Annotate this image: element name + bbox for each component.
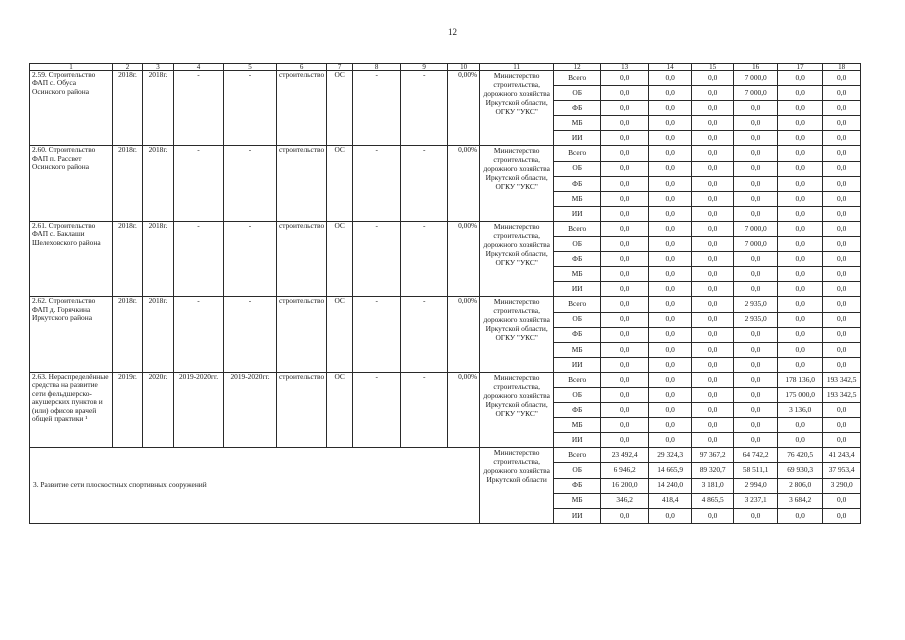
- ownership-cell: ОС: [327, 221, 353, 296]
- amount-cell: 0,0: [601, 357, 649, 372]
- amount-cell: 0,0: [692, 372, 734, 387]
- funding-source-cell: МБ: [554, 342, 601, 357]
- amount-cell: 0,0: [778, 267, 823, 282]
- amount-cell: 0,0: [649, 267, 692, 282]
- column-header: 7: [327, 64, 353, 71]
- column-header: 2: [113, 64, 143, 71]
- amount-cell: 0,0: [692, 146, 734, 161]
- amount-cell: 0,0: [692, 176, 734, 191]
- header-row: [30, 64, 861, 71]
- column-header: 5: [224, 64, 277, 71]
- amount-cell: 0,0: [734, 282, 778, 297]
- funding-source-cell: Всего: [554, 146, 601, 161]
- amount-cell: 0,0: [778, 221, 823, 236]
- amount-cell: 0,0: [692, 267, 734, 282]
- amount-cell: 0,0: [601, 176, 649, 191]
- amount-cell: 0,0: [649, 161, 692, 176]
- amount-cell: 0,0: [734, 327, 778, 342]
- amount-cell: 0,0: [778, 86, 823, 101]
- work-type-cell: строительство: [277, 372, 327, 447]
- column-header: 10: [448, 64, 480, 71]
- amount-cell: 2 935,0: [734, 312, 778, 327]
- amount-cell: 0,0: [601, 433, 649, 448]
- year-start-cell: 2018г.: [113, 221, 143, 296]
- table-row: [30, 372, 861, 387]
- amount-cell: 0,0: [601, 387, 649, 402]
- amount-cell: 0,0: [778, 418, 823, 433]
- funding-source-cell: Всего: [554, 372, 601, 387]
- amount-cell: 23 492,4: [601, 448, 649, 463]
- column-header: 13: [601, 64, 649, 71]
- amount-cell: 0,0: [692, 433, 734, 448]
- amount-cell: 0,0: [692, 252, 734, 267]
- amount-cell: 0,0: [823, 433, 861, 448]
- amount-cell: 0,0: [778, 206, 823, 221]
- amount-cell: 0,0: [649, 357, 692, 372]
- amount-cell: 2 994,0: [734, 478, 778, 493]
- year-start-cell: 2018г.: [113, 297, 143, 372]
- column-header: 8: [353, 64, 401, 71]
- amount-cell: 0,0: [601, 71, 649, 86]
- amount-cell: 0,0: [778, 342, 823, 357]
- amount-cell: 7 000,0: [734, 221, 778, 236]
- amount-cell: 0,0: [778, 312, 823, 327]
- work-type-cell: строительство: [277, 71, 327, 146]
- amount-cell: 6 946,2: [601, 463, 649, 478]
- funding-source-cell: Всего: [554, 448, 601, 463]
- dash-cell: -: [353, 221, 401, 296]
- dash-cell: -: [353, 297, 401, 372]
- amount-cell: 0,0: [692, 357, 734, 372]
- funding-source-cell: ОБ: [554, 237, 601, 252]
- amount-cell: 0,0: [601, 161, 649, 176]
- amount-cell: 0,0: [734, 206, 778, 221]
- amount-cell: 0,0: [601, 131, 649, 146]
- amount-cell: 0,0: [823, 206, 861, 221]
- amount-cell: 0,0: [692, 116, 734, 131]
- dash-cell: -: [401, 297, 448, 372]
- project-name-cell: 2.61. Строительство ФАП с. Баклаши Шелеховского района: [30, 221, 113, 296]
- period-cell: -: [224, 297, 277, 372]
- amount-cell: 0,0: [692, 508, 734, 523]
- amount-cell: 0,0: [778, 146, 823, 161]
- executor-cell: Министерство строительства, дорожного хозяйства Иркутской области, ОГКУ "УКС": [480, 71, 554, 146]
- period-cell: 2019-2020гг.: [224, 372, 277, 447]
- funding-source-cell: ОБ: [554, 387, 601, 402]
- funding-source-cell: ИИ: [554, 433, 601, 448]
- period-cell: -: [174, 297, 224, 372]
- amount-cell: 0,0: [734, 161, 778, 176]
- dash-cell: -: [401, 71, 448, 146]
- amount-cell: 0,0: [692, 327, 734, 342]
- executor-cell: Министерство строительства, дорожного хозяйства Иркутской области, ОГКУ "УКС": [480, 297, 554, 372]
- amount-cell: 4 865,5: [692, 493, 734, 508]
- ownership-cell: ОС: [327, 372, 353, 447]
- column-header: 4: [174, 64, 224, 71]
- amount-cell: 0,0: [649, 191, 692, 206]
- table-row: [30, 297, 861, 312]
- project-name-cell: 2.60. Строительство ФАП п. Рассвет Осинского района: [30, 146, 113, 221]
- amount-cell: 0,0: [692, 86, 734, 101]
- funding-source-cell: МБ: [554, 191, 601, 206]
- period-cell: 2019-2020гг.: [174, 372, 224, 447]
- readiness-cell: 0,00%: [448, 146, 480, 221]
- amount-cell: 0,0: [649, 176, 692, 191]
- amount-cell: 0,0: [692, 403, 734, 418]
- dash-cell: -: [401, 221, 448, 296]
- amount-cell: 0,0: [778, 101, 823, 116]
- amount-cell: 3 237,1: [734, 493, 778, 508]
- work-type-cell: строительство: [277, 146, 327, 221]
- year-start-cell: 2018г.: [113, 71, 143, 146]
- amount-cell: 0,0: [823, 221, 861, 236]
- amount-cell: 0,0: [734, 508, 778, 523]
- amount-cell: 0,0: [601, 237, 649, 252]
- amount-cell: 0,0: [649, 418, 692, 433]
- readiness-cell: 0,00%: [448, 71, 480, 146]
- funding-source-cell: Всего: [554, 71, 601, 86]
- column-header: 17: [778, 64, 823, 71]
- column-header: 11: [480, 64, 554, 71]
- amount-cell: 0,0: [823, 131, 861, 146]
- amount-cell: 346,2: [601, 493, 649, 508]
- dash-cell: -: [353, 372, 401, 447]
- amount-cell: 37 953,4: [823, 463, 861, 478]
- period-cell: -: [224, 221, 277, 296]
- amount-cell: 0,0: [734, 176, 778, 191]
- amount-cell: 0,0: [692, 312, 734, 327]
- amount-cell: 0,0: [778, 297, 823, 312]
- funding-source-cell: ИИ: [554, 508, 601, 523]
- amount-cell: 0,0: [823, 282, 861, 297]
- period-cell: -: [174, 146, 224, 221]
- amount-cell: 0,0: [601, 297, 649, 312]
- amount-cell: 0,0: [734, 101, 778, 116]
- amount-cell: 0,0: [649, 508, 692, 523]
- amount-cell: 0,0: [649, 327, 692, 342]
- amount-cell: 0,0: [823, 493, 861, 508]
- amount-cell: 0,0: [823, 101, 861, 116]
- amount-cell: 0,0: [778, 176, 823, 191]
- amount-cell: 0,0: [823, 418, 861, 433]
- amount-cell: 0,0: [692, 282, 734, 297]
- amount-cell: 0,0: [823, 342, 861, 357]
- ownership-cell: ОС: [327, 297, 353, 372]
- amount-cell: 69 930,3: [778, 463, 823, 478]
- executor-cell: Министерство строительства, дорожного хозяйства Иркутской области: [480, 448, 554, 523]
- amount-cell: 0,0: [649, 282, 692, 297]
- amount-cell: 175 000,0: [778, 387, 823, 402]
- amount-cell: 0,0: [649, 116, 692, 131]
- amount-cell: 7 000,0: [734, 71, 778, 86]
- amount-cell: 0,0: [649, 312, 692, 327]
- funding-source-cell: ИИ: [554, 282, 601, 297]
- period-cell: -: [224, 146, 277, 221]
- amount-cell: 14 240,0: [649, 478, 692, 493]
- funding-source-cell: ОБ: [554, 86, 601, 101]
- amount-cell: 0,0: [734, 357, 778, 372]
- year-end-cell: 2018г.: [143, 71, 174, 146]
- amount-cell: 0,0: [649, 146, 692, 161]
- funding-source-cell: ФБ: [554, 176, 601, 191]
- table-row: [30, 71, 861, 86]
- year-start-cell: 2019г.: [113, 372, 143, 447]
- amount-cell: 89 320,7: [692, 463, 734, 478]
- column-header: 1: [30, 64, 113, 71]
- amount-cell: 0,0: [601, 403, 649, 418]
- funding-source-cell: ФБ: [554, 101, 601, 116]
- amount-cell: 0,0: [649, 101, 692, 116]
- amount-cell: 0,0: [823, 312, 861, 327]
- amount-cell: 0,0: [601, 252, 649, 267]
- funding-source-cell: ФБ: [554, 403, 601, 418]
- work-type-cell: строительство: [277, 297, 327, 372]
- amount-cell: 0,0: [601, 191, 649, 206]
- amount-cell: 0,0: [601, 146, 649, 161]
- amount-cell: 0,0: [692, 161, 734, 176]
- amount-cell: 0,0: [734, 418, 778, 433]
- amount-cell: 0,0: [601, 86, 649, 101]
- funding-source-cell: ИИ: [554, 206, 601, 221]
- amount-cell: 0,0: [649, 237, 692, 252]
- amount-cell: 0,0: [778, 508, 823, 523]
- year-end-cell: 2018г.: [143, 297, 174, 372]
- amount-cell: 0,0: [823, 146, 861, 161]
- amount-cell: 0,0: [778, 252, 823, 267]
- amount-cell: 0,0: [649, 71, 692, 86]
- year-start-cell: 2018г.: [113, 146, 143, 221]
- column-header: 12: [554, 64, 601, 71]
- amount-cell: 0,0: [649, 252, 692, 267]
- amount-cell: 0,0: [823, 191, 861, 206]
- amount-cell: 0,0: [778, 71, 823, 86]
- column-header: 16: [734, 64, 778, 71]
- amount-cell: 0,0: [823, 403, 861, 418]
- amount-cell: 76 420,5: [778, 448, 823, 463]
- funding-source-cell: МБ: [554, 493, 601, 508]
- funding-source-cell: ИИ: [554, 131, 601, 146]
- period-cell: -: [174, 221, 224, 296]
- funding-source-cell: МБ: [554, 418, 601, 433]
- dash-cell: -: [401, 372, 448, 447]
- amount-cell: 178 136,0: [778, 372, 823, 387]
- amount-cell: 0,0: [601, 101, 649, 116]
- amount-cell: 97 367,2: [692, 448, 734, 463]
- table-row: [30, 146, 861, 161]
- amount-cell: 3 684,2: [778, 493, 823, 508]
- executor-cell: Министерство строительства, дорожного хозяйства Иркутской области, ОГКУ "УКС": [480, 221, 554, 296]
- dash-cell: -: [401, 146, 448, 221]
- amount-cell: 0,0: [601, 312, 649, 327]
- amount-cell: 0,0: [649, 206, 692, 221]
- column-header: 18: [823, 64, 861, 71]
- amount-cell: 0,0: [778, 191, 823, 206]
- amount-cell: 0,0: [734, 433, 778, 448]
- summary-row: [30, 448, 861, 463]
- funding-source-cell: Всего: [554, 221, 601, 236]
- amount-cell: 0,0: [649, 372, 692, 387]
- amount-cell: 0,0: [823, 71, 861, 86]
- amount-cell: 0,0: [601, 282, 649, 297]
- section-title-cell: 3. Развитие сети плоскостных спортивных сооружений: [30, 448, 480, 523]
- amount-cell: 0,0: [692, 191, 734, 206]
- period-cell: -: [174, 71, 224, 146]
- amount-cell: 0,0: [601, 206, 649, 221]
- amount-cell: 0,0: [692, 387, 734, 402]
- amount-cell: 193 342,5: [823, 372, 861, 387]
- amount-cell: 0,0: [692, 237, 734, 252]
- amount-cell: 3 181,0: [692, 478, 734, 493]
- funding-source-cell: ОБ: [554, 312, 601, 327]
- work-type-cell: строительство: [277, 221, 327, 296]
- funding-source-cell: ОБ: [554, 463, 601, 478]
- amount-cell: 14 665,9: [649, 463, 692, 478]
- amount-cell: 0,0: [823, 508, 861, 523]
- amount-cell: 2 935,0: [734, 297, 778, 312]
- amount-cell: 41 243,4: [823, 448, 861, 463]
- amount-cell: 0,0: [778, 327, 823, 342]
- amount-cell: 0,0: [601, 508, 649, 523]
- amount-cell: 0,0: [649, 297, 692, 312]
- amount-cell: 0,0: [734, 342, 778, 357]
- project-name-cell: 2.59. Строительство ФАП с. Обуса Осинского района: [30, 71, 113, 146]
- amount-cell: 0,0: [734, 191, 778, 206]
- amount-cell: 3 290,0: [823, 478, 861, 493]
- column-header: 14: [649, 64, 692, 71]
- amount-cell: 0,0: [692, 221, 734, 236]
- period-cell: -: [224, 71, 277, 146]
- amount-cell: 0,0: [778, 237, 823, 252]
- amount-cell: 0,0: [692, 342, 734, 357]
- amount-cell: 29 324,3: [649, 448, 692, 463]
- column-header: 15: [692, 64, 734, 71]
- amount-cell: 0,0: [823, 116, 861, 131]
- funding-source-cell: ОБ: [554, 161, 601, 176]
- project-name-cell: 2.63. Нераспределённые средства на развитие сети фельдшерско-акушерских пунктов и (или) офисов врачей общей практики ¹: [30, 372, 113, 447]
- amount-cell: 0,0: [734, 146, 778, 161]
- amount-cell: 0,0: [601, 342, 649, 357]
- amount-cell: 0,0: [734, 372, 778, 387]
- amount-cell: 0,0: [823, 176, 861, 191]
- amount-cell: 0,0: [692, 131, 734, 146]
- column-header: 6: [277, 64, 327, 71]
- dash-cell: -: [353, 146, 401, 221]
- amount-cell: 0,0: [601, 372, 649, 387]
- amount-cell: 0,0: [601, 221, 649, 236]
- amount-cell: 0,0: [692, 71, 734, 86]
- amount-cell: 0,0: [649, 403, 692, 418]
- year-end-cell: 2020г.: [143, 372, 174, 447]
- year-end-cell: 2018г.: [143, 221, 174, 296]
- amount-cell: 7 000,0: [734, 86, 778, 101]
- amount-cell: 0,0: [601, 418, 649, 433]
- amount-cell: 0,0: [823, 86, 861, 101]
- amount-cell: 0,0: [734, 252, 778, 267]
- amount-cell: 0,0: [778, 282, 823, 297]
- amount-cell: 0,0: [734, 403, 778, 418]
- amount-cell: 0,0: [649, 131, 692, 146]
- executor-cell: Министерство строительства, дорожного хозяйства Иркутской области, ОГКУ "УКС": [480, 372, 554, 447]
- amount-cell: 58 511,1: [734, 463, 778, 478]
- page-number: 12: [448, 27, 457, 37]
- amount-cell: 0,0: [823, 297, 861, 312]
- amount-cell: 3 136,0: [778, 403, 823, 418]
- funding-source-cell: ИИ: [554, 357, 601, 372]
- amount-cell: 0,0: [734, 387, 778, 402]
- amount-cell: 0,0: [692, 418, 734, 433]
- amount-cell: 0,0: [823, 357, 861, 372]
- amount-cell: 7 000,0: [734, 237, 778, 252]
- amount-cell: 0,0: [734, 116, 778, 131]
- funding-source-cell: МБ: [554, 116, 601, 131]
- amount-cell: 0,0: [601, 267, 649, 282]
- amount-cell: 2 806,0: [778, 478, 823, 493]
- amount-cell: 0,0: [823, 252, 861, 267]
- amount-cell: 0,0: [649, 387, 692, 402]
- amount-cell: 0,0: [778, 433, 823, 448]
- column-header: 9: [401, 64, 448, 71]
- amount-cell: 0,0: [778, 357, 823, 372]
- amount-cell: 0,0: [823, 161, 861, 176]
- amount-cell: 0,0: [778, 131, 823, 146]
- table-row: [30, 221, 861, 236]
- funding-source-cell: ФБ: [554, 327, 601, 342]
- amount-cell: 0,0: [649, 86, 692, 101]
- amount-cell: 0,0: [649, 221, 692, 236]
- executor-cell: Министерство строительства, дорожного хозяйства Иркутской области, ОГКУ "УКС": [480, 146, 554, 221]
- funding-source-cell: МБ: [554, 267, 601, 282]
- amount-cell: 0,0: [823, 267, 861, 282]
- project-name-cell: 2.62. Строительство ФАП д. Горячкина Иркутского района: [30, 297, 113, 372]
- amount-cell: 0,0: [649, 342, 692, 357]
- funding-source-cell: ФБ: [554, 252, 601, 267]
- year-end-cell: 2018г.: [143, 146, 174, 221]
- amount-cell: 0,0: [778, 161, 823, 176]
- readiness-cell: 0,00%: [448, 221, 480, 296]
- amount-cell: 193 342,5: [823, 387, 861, 402]
- amount-cell: 0,0: [692, 101, 734, 116]
- amount-cell: 0,0: [823, 237, 861, 252]
- funding-source-cell: ФБ: [554, 478, 601, 493]
- amount-cell: 16 200,0: [601, 478, 649, 493]
- amount-cell: 418,4: [649, 493, 692, 508]
- program-table: [29, 63, 861, 524]
- readiness-cell: 0,00%: [448, 297, 480, 372]
- amount-cell: 0,0: [692, 206, 734, 221]
- amount-cell: 0,0: [734, 267, 778, 282]
- amount-cell: 0,0: [778, 116, 823, 131]
- dash-cell: -: [353, 71, 401, 146]
- amount-cell: 0,0: [692, 297, 734, 312]
- column-header: 3: [143, 64, 174, 71]
- funding-source-cell: Всего: [554, 297, 601, 312]
- ownership-cell: ОС: [327, 146, 353, 221]
- readiness-cell: 0,00%: [448, 372, 480, 447]
- amount-cell: 0,0: [734, 131, 778, 146]
- amount-cell: 0,0: [601, 327, 649, 342]
- amount-cell: 0,0: [823, 327, 861, 342]
- amount-cell: 0,0: [601, 116, 649, 131]
- amount-cell: 0,0: [649, 433, 692, 448]
- amount-cell: 64 742,2: [734, 448, 778, 463]
- ownership-cell: ОС: [327, 71, 353, 146]
